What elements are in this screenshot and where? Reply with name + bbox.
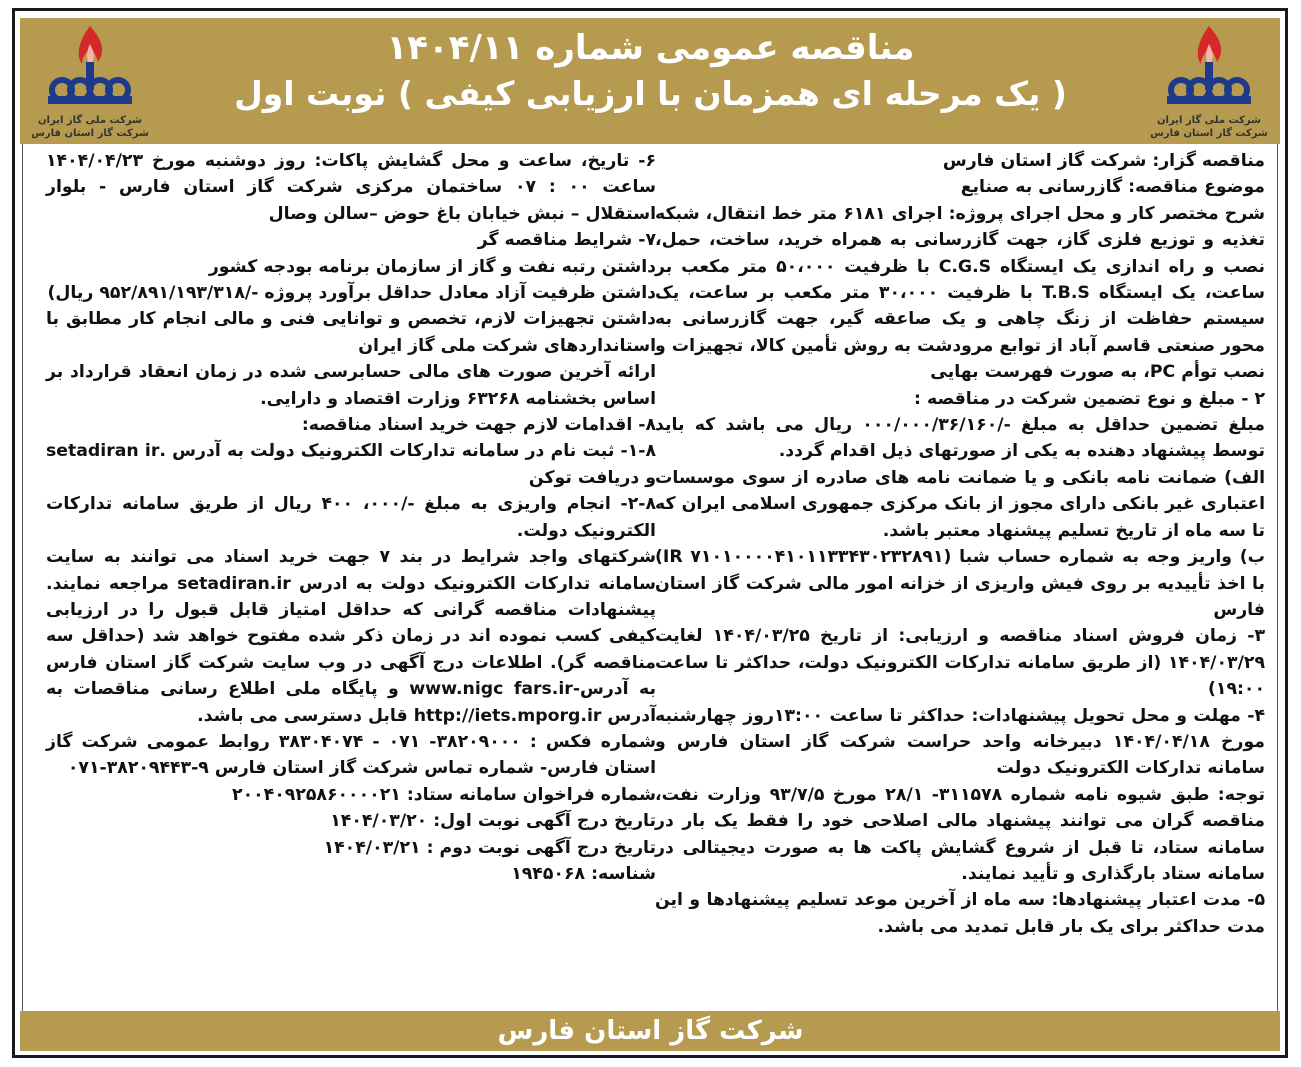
paragraph: مناقصه گزار: شرکت گاز استان فارس bbox=[942, 151, 1265, 171]
paragraph: مبلغ تضمین حداقل به مبلغ -/۰۰۰/۰۰۰/۳۶/۱۶۰ ریال می باشد که باید توسط پیشنهاد دهنده به یکی از صورتهای ذیل اقدام گردد. bbox=[655, 415, 1265, 462]
right-column bbox=[655, 148, 1265, 940]
paragraph: ۲-۸- انجام واریزی به مبلغ -/۰۰۰، ۴۰۰ ریال از طریق سامانه تدارکات الکترونیک دولت. bbox=[46, 494, 656, 541]
nigc-logo-left bbox=[30, 22, 150, 150]
paragraph: ۱-۸- ثبت نام در سامانه تدارکات الکترونیک دولت به آدرس .setadiran ir و دریافت توکن bbox=[46, 441, 656, 488]
paragraph: ارائه آخرین صورت های مالی حسابرسی شده در زمان انعقاد قرارداد بر اساس بخشنامه ۶۳۲۶۸ وزارت اقتصاد و دارایی. bbox=[46, 362, 656, 409]
logo-caption-line2: شرکت گاز استان فارس bbox=[1150, 128, 1268, 139]
nigc-logo-right bbox=[1149, 22, 1269, 150]
paragraph: موضوع مناقصه: گازرسانی به صنایع bbox=[960, 177, 1265, 198]
paragraph: داشتن ظرفیت آزاد معادل حداقل برآورد پروژه -/۹۵۲/۸۹۱/۱۹۳/۳۱۸ ریال) bbox=[47, 283, 656, 304]
paragraph: شناسه: ۱۹۴۵۰۶۸ bbox=[511, 863, 656, 884]
logo-caption-line1: شرکت ملی گاز ایران bbox=[38, 115, 142, 126]
footer-title: شرکت گاز استان فارس bbox=[497, 1016, 804, 1046]
flame-logo-icon bbox=[40, 22, 140, 114]
title-line-2: ( یک مرحله ای همزمان با ارزیابی کیفی ) نوبت اول bbox=[234, 74, 1067, 113]
paragraph: ۲ - مبلغ و نوع تضمین شرکت در مناقصه : bbox=[914, 388, 1265, 409]
paragraph: الف) ضمانت نامه بانکی و یا ضمانت نامه های صادره از سوی موسسات اعتباری غیر بانکی دارای مجوز از بانک مرکزی جمهوری اسلامی ایران که تا سه ماه از تاریخ تسلیم پیشنهاد معتبر باشد. bbox=[655, 467, 1265, 541]
title-line-1: مناقصه عمومی شماره ۱۴۰۴/۱۱ bbox=[386, 28, 915, 68]
paragraph: تاریخ درج آگهی نوبت دوم : ۱۴۰۴/۰۳/۲۱ bbox=[323, 837, 656, 858]
paragraph: شرکتهای واجد شرایط در بند ۷ جهت خرید اسناد می توانند به سایت سامانه تدارکات الکترونیک دولت به ادرس setadiran.ir مراجعه نمایند. پیشنهادات مناقصه گرانی که حداقل امتیاز قابل قبول را در ارزیابی کیفی کسب نموده اند در زمان ذکر شده مفتوح خواهد شد (حداقل سه مناقصه گر). اطلاعات درج آگهی در وب سایت شرکت گاز استان فارس به آدرس-www.nigc fars.ir و پایگاه ملی اطلاع رسانی مناقصات به آدرس http://iets.mporg.ir قابل دسترسی می باشد. bbox=[46, 547, 657, 726]
paragraph: شماره فکس : ۳۸۲۰۹۰۰۰- ۰۷۱ - ۳۸۳۰۴۰۷۴ روابط عمومی شرکت گاز استان فارس- شماره تماس شرکت گاز استان فارس ۹-۳۸۲۰۹۴۴۳-۰۷۱ bbox=[46, 731, 656, 779]
paragraph: توجه: طبق شیوه نامه شماره ۳۱۱۵۷۸- ۲۸/۱ مورخ ۹۳/۷/۵ وزارت نفت، مناقصه گران می توانند پیشنهاد مالی اصلاحی خود را فقط یک بار در سامانه ستاد، تا قبل از شروع گشایش پاکت ها به صورت دیجیتالی در سامانه ستاد بارگذاری و تأیید نمایند. bbox=[655, 784, 1265, 884]
paragraph: ۷- شرایط مناقصه گر bbox=[477, 230, 656, 251]
paragraph: ۸- اقدامات لازم جهت خرید اسناد مناقصه: bbox=[301, 415, 656, 436]
paragraph: ۳- زمان فروش اسناد مناقصه و ارزیابی: از تاریخ ۱۴۰۴/۰۳/۲۵ لغایت ۱۴۰۴/۰۳/۲۹ (از طریق سامانه تدارکات الکترونیک دولت، حداکثر تا ساعت ۱۹:۰۰) bbox=[655, 626, 1265, 700]
notice-title bbox=[180, 26, 1121, 116]
flame-logo-icon bbox=[1159, 22, 1259, 114]
left-column bbox=[46, 148, 656, 887]
paragraph: شماره فراخوان سامانه ستاد: ۲۰۰۴۰۹۲۵۸۶۰۰۰۰۲۱ bbox=[232, 784, 656, 805]
paragraph: داشتن رتبه نفت و گاز از سازمان برنامه بودجه کشور bbox=[208, 256, 656, 277]
paragraph: تاریخ درج آگهی نوبت اول: ۱۴۰۴/۰۳/۲۰ bbox=[330, 811, 656, 832]
paragraph: شرح مختصر کار و محل اجرای پروژه: اجرای ۶۱۸۱ متر خط انتقال، شبکه تغذیه و توزیع فلزی گاز، جهت گازرسانی به همراه خرید، ساخت، حمل، نصب و راه اندازی یک ایستگاه C.G.S با ظرفیت ۵۰،۰۰۰ متر مکعب بر ساعت، یک ایستگاه T.B.S با ظرفیت ۳۰،۰۰۰ متر مکعب بر ساعت، یک سیستم حفاظت از زنگ چاهی و یک صاعقه گیر، جهت گازرسانی به محور صنعتی قاسم آباد از توابع مرودشت به روش تأمین کالا، تجهیزات و نصب توأم PC، به صورت فهرست بهایی bbox=[654, 203, 1266, 383]
paragraph: ۵- مدت اعتبار پیشنهادها: سه ماه از آخرین موعد تسلیم پیشنهادها و این مدت حداکثر برای یک بار قابل تمدید می باشد. bbox=[655, 890, 1265, 937]
paragraph: ب) واریز وجه به شماره حساب شبا (IR ۷۱۰۱۰۰۰۰۴۱۰۱۱۳۳۴۳۰۲۳۲۸۹۱) با اخذ تأییدیه بر روی فیش واریزی از خزانه امور مالی شرکت گاز استان فارس bbox=[655, 547, 1265, 620]
logo-caption-line2: شرکت گاز استان فارس bbox=[31, 128, 149, 139]
paragraph: داشتن تجهیزات لازم، تخصص و توانایی فنی و مالی انجام کار مطابق با استانداردهای شرکت ملی گاز ایران bbox=[46, 309, 656, 356]
paragraph: ۶- تاریخ، ساعت و محل گشایش پاکات: روز دوشنبه مورخ ۱۴۰۴/۰۴/۲۳ ساعت ۰۰ : ۰۷ ساختمان مرکزی شرکت گاز استان فارس - بلوار استقلال – نبش خیابان باغ حوض –سالن وصال bbox=[46, 151, 656, 224]
logo-caption-line1: شرکت ملی گاز ایران bbox=[1157, 115, 1261, 126]
paragraph: ۴- مهلت و محل تحویل پیشنهادات: حداکثر تا ساعت ۱۳:۰۰روز چهارشنبه مورخ ۱۴۰۴/۰۴/۱۸ دبیرخانه واحد حراست شرکت گاز استان فارس و سامانه تدارکات الکترونیک دولت bbox=[655, 705, 1265, 779]
